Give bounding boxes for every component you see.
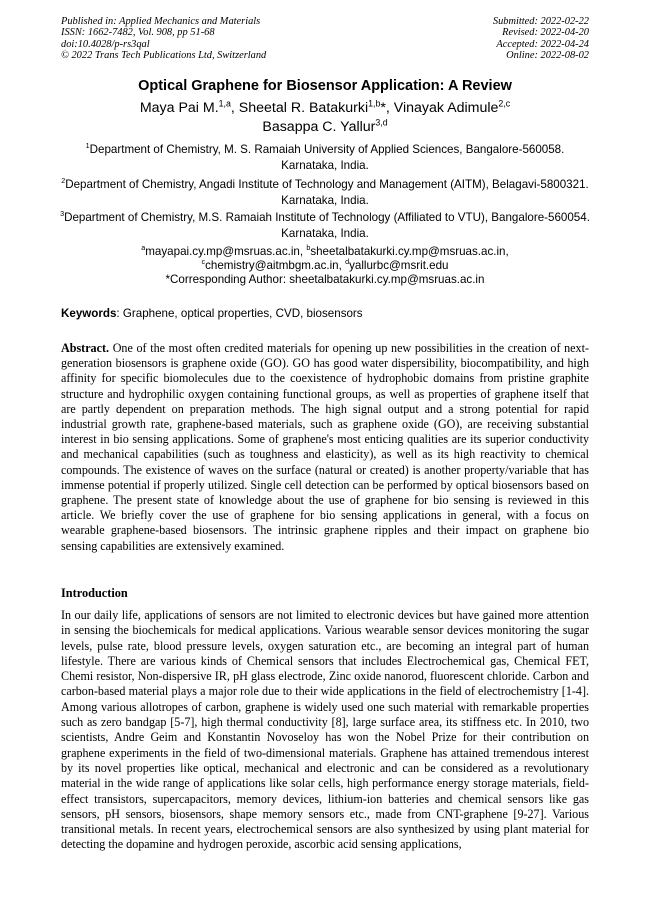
email-marker: c (201, 257, 206, 267)
affiliation-marker: 2 (61, 176, 66, 186)
revised-date: Revised: 2022-04-20 (502, 27, 589, 39)
journal-line: Published in: Applied Mechanics and Materials (61, 16, 261, 27)
affiliation-marker: 3 (60, 209, 65, 219)
affiliation-1 (60, 142, 590, 173)
abstract-text: One of the most often credited materials for opening up new possibilities in the creation of next-generation biosensors is graphene oxide (GO). GO has good water dispersibility, biocompatibility, and high affinity for specific biomolecules due to the coexistence of hydrophobic domains from pristine graphite structure and hydrophilic oxygen containing functional groups, as well as properties of graphene itself that are partly dependent on preparation methods. The high signal output and a strong potential for rapid industrial growth rate, graphene-based materials, such as graphene oxide (GO), are receiving substantial interest in bio sensing applications. Some of graphene's most enticing qualities are its superior conductivity and mechanical capabilities (such as toughness and elasticity), as well as its high reactivity to chemical compounds. The existence of waves on the surface (natural or created) is another property/variable that has immense potential if properly utilized. Single cell detection can be performed by optical biosensors based on graphene. The present state of knowledge about the use of graphene for bio sensing is reviewed in this article. We briefly cover the use of graphene for bio sensing applications in general, with a focus on wearable graphene-based biosensors. The intrinsic graphene ripples and their impact on graphene bio sensing capabilities are extensively examined. (61, 341, 589, 553)
author-affiliation-marker: 1,a (218, 98, 231, 109)
keywords-text: : Graphene, optical properties, CVD, biosensors (116, 307, 363, 320)
introduction-heading: Introduction (61, 586, 128, 600)
abstract (61, 341, 589, 554)
affiliation-text: Department of Chemistry, M. S. Ramaiah University of Applied Sciences, Bangalore-560058. Karnataka, India. (89, 143, 565, 172)
affiliation-3 (60, 210, 590, 241)
affiliation-2 (60, 177, 590, 208)
email-address[interactable]: chemistry@aitmbgm.ac.in, (205, 259, 346, 273)
abstract-label: Abstract. (61, 341, 110, 355)
author-affiliation-marker: 3,d (375, 117, 388, 128)
publication-dates (493, 16, 589, 62)
email-address[interactable]: sheetalbatakurki.cy.mp@msruas.ac.in, (310, 245, 509, 258)
author-affiliation-marker: 1,b (368, 98, 381, 109)
author-name: Sheetal R. Batakurki (238, 100, 369, 116)
email-address[interactable]: yallurbc@msrit.edu (349, 259, 449, 273)
author-name: Vinayak Adimule (393, 100, 499, 116)
publication-info (61, 16, 266, 62)
keywords (61, 307, 591, 320)
email-marker: d (345, 257, 350, 267)
keywords-label: Keywords (61, 307, 117, 320)
copyright-line: © 2022 Trans Tech Publications Ltd, Switzerland (61, 50, 267, 62)
accepted-date: Accepted: 2022-04-24 (496, 38, 589, 50)
author-list (60, 99, 590, 137)
email-marker: a (141, 243, 146, 253)
corresponding-marker: * (380, 100, 386, 116)
author-name: Basappa C. Yallur (262, 119, 376, 135)
affiliation-text: Department of Chemistry, Angadi Institute of Technology and Management (AITM), Belagavi-5800321. Karnataka, India. (65, 178, 589, 207)
corresponding-author-line: *Corresponding Author: sheetalbatakurki.cy.mp@msruas.ac.in (165, 273, 485, 287)
online-date: Online: 2022-08-02 (506, 50, 589, 62)
email-marker: b (306, 243, 311, 253)
author-affiliation-marker: 2,c (498, 98, 511, 109)
doi-line: doi:10.4028/p-rs3qal (61, 38, 150, 50)
submitted-date: Submitted: 2022-02-22 (492, 16, 589, 27)
introduction-body: In our daily life, applications of sensors are not limited to electronic devices but have gained more attention in sensing the biochemicals for medical applications. Various wearable sensor devices monitoring the sugar levels, pulse rate, blood pressure levels, oxygen saturation etc., are becoming an integral part of human lifestyle. There are various kinds of Chemical sensors that includes Electrochemical gas, Chemical FET, Chemi resistor, Non-dispersive IR, pH glass electrode, Zinc oxide nanorod, fluorescent chloride. Carbon and carbon-based material plays a major role due to their wide applications in the field of electrochemistry [1-4]. Among various allotropes of carbon, graphene is widely used one such material with remarkable properties such as zero bandgap [5-7], high thermal conductivity [8], large surface area, its stiffness etc. In 2010, two scientists, Andre Geim and Konstantin Novoseloy has won the Nobel Prize for their contribution on graphene experiments in the field of two-dimensional materials. Graphene has attained tremendous interest by its novel properties like optical, mechanical and electronic and can be considered as a revolutionary material in the wide range of applications like solar cells, high performance energy storage materials, field-effect transistors, supercapacitors, memory devices, lithium-ion batteries and chemical sensors like gas sensors, pH sensors, biosensors, shape memory sensors etc., made from CNT-graphene [9-27]. Various transitional metals. In recent years, electrochemical sensors are also synthesized by using plant material for detecting the dopamine and hydrogen peroxide, ascorbic acid sensing applications, (61, 608, 589, 852)
author-emails (60, 245, 590, 288)
issn-line: ISSN: 1662-7482, Vol. 908, pp 51-68 (61, 27, 215, 39)
paper-title: Optical Graphene for Biosensor Application: A Review (138, 78, 512, 94)
author-separator: , (385, 100, 394, 116)
author-separator: , (230, 100, 239, 116)
email-address[interactable]: mayapai.cy.mp@msruas.ac.in, (145, 245, 307, 258)
affiliation-marker: 1 (85, 141, 90, 151)
affiliation-text: Department of Chemistry, M.S. Ramaiah Institute of Technology (Affiliated to VTU), Bangalore-560054. Karnataka, India. (64, 211, 590, 240)
author-name: Maya Pai M. (139, 100, 219, 116)
